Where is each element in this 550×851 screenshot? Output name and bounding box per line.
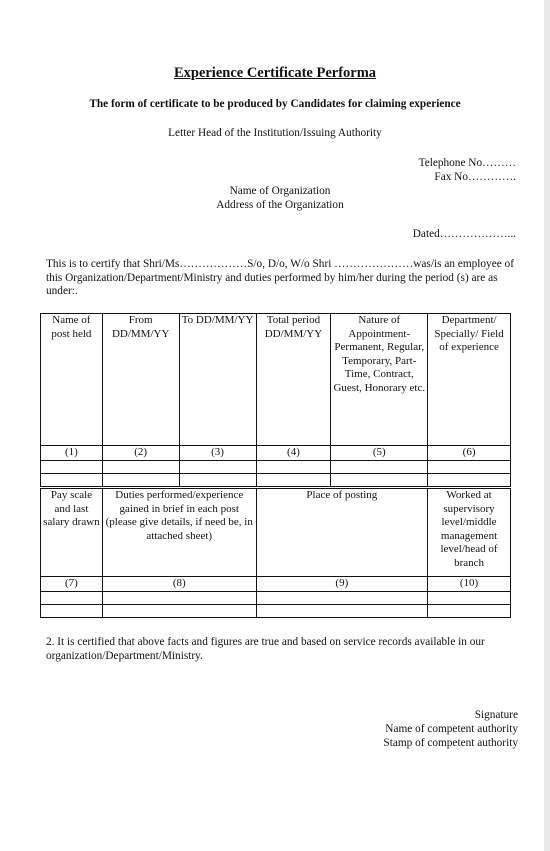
- header-cell: To DD/MM/YY: [179, 314, 256, 446]
- document-title: Experience Certificate Performa: [173, 65, 377, 81]
- empty-cell[interactable]: [102, 473, 179, 486]
- empty-cell[interactable]: [102, 591, 256, 604]
- table-row: [41, 591, 511, 604]
- dated-line: Dated………………...: [412, 228, 516, 240]
- organization-block: [180, 184, 380, 212]
- fax-line: Fax No………….: [434, 171, 516, 183]
- organization-name: Name of Organization: [229, 185, 331, 197]
- organization-address: Address of the Organization: [216, 199, 344, 211]
- header-cell: Worked at supervisory level/middle management level/head of branch: [428, 489, 511, 577]
- letterhead-line: Letter Head of the Institution/Issuing Authority: [168, 127, 382, 139]
- table-row: [41, 604, 511, 617]
- empty-cell[interactable]: [41, 591, 103, 604]
- column-number-row: [41, 577, 511, 592]
- column-number: (8): [102, 577, 256, 592]
- header-cell: Pay scale and last salary drawn: [41, 489, 103, 577]
- empty-cell[interactable]: [256, 473, 331, 486]
- column-number: (1): [41, 446, 103, 461]
- empty-cell[interactable]: [179, 460, 256, 473]
- column-number: (3): [179, 446, 256, 461]
- empty-cell[interactable]: [102, 460, 179, 473]
- header-cell: Department/ Specially/ Field of experience: [428, 314, 511, 446]
- column-number: (4): [256, 446, 331, 461]
- column-number: (2): [102, 446, 179, 461]
- experience-table-1: [40, 313, 511, 487]
- empty-cell[interactable]: [179, 473, 256, 486]
- table-row: [41, 473, 511, 486]
- table-header-row: [41, 314, 511, 446]
- empty-cell[interactable]: [428, 604, 511, 617]
- header-cell: From DD/MM/YY: [102, 314, 179, 446]
- column-number: (10): [428, 577, 511, 592]
- column-number: (9): [256, 577, 427, 592]
- contact-block: [419, 156, 516, 184]
- experience-table-2: [40, 488, 511, 618]
- signature-block: [383, 708, 518, 750]
- empty-cell[interactable]: [102, 604, 256, 617]
- document-subtitle: The form of certificate to be produced by Candidates for claiming experience: [89, 98, 461, 110]
- empty-cell[interactable]: [256, 591, 427, 604]
- header-cell: Nature of Appointment-Permanent, Regular, Temporary, Part-Time, Contract, Guest, Honorary etc.: [331, 314, 428, 446]
- empty-cell[interactable]: [428, 460, 511, 473]
- authority-stamp-line: Stamp of competent authority: [383, 737, 518, 749]
- header-cell: Place of posting: [256, 489, 427, 577]
- table-header-row: [41, 489, 511, 577]
- certify-paragraph: This is to certify that Shri/Ms………………S/o, D/o, W/o Shri …………………was/is an employee of this Organization/Department/Ministry and duties performed by him/her during the period (s) are as under:.: [46, 258, 514, 297]
- empty-cell[interactable]: [256, 604, 427, 617]
- column-number-row: [41, 446, 511, 461]
- empty-cell[interactable]: [428, 473, 511, 486]
- signature-line: Signature: [474, 709, 518, 721]
- empty-cell[interactable]: [428, 591, 511, 604]
- table-row: [41, 460, 511, 473]
- empty-cell[interactable]: [41, 460, 103, 473]
- header-cell: Duties performed/experience gained in brief in each post (please give details, if need be, in attached sheet): [102, 489, 256, 577]
- column-number: (7): [41, 577, 103, 592]
- telephone-line: Telephone No………: [418, 157, 516, 169]
- authority-name-line: Name of competent authority: [385, 723, 518, 735]
- header-cell: Name of post held: [41, 314, 103, 446]
- column-number: (5): [331, 446, 428, 461]
- empty-cell[interactable]: [331, 473, 428, 486]
- column-number: (6): [428, 446, 511, 461]
- empty-cell[interactable]: [41, 473, 103, 486]
- empty-cell[interactable]: [256, 460, 331, 473]
- header-cell: Total period DD/MM/YY: [256, 314, 331, 446]
- empty-cell[interactable]: [331, 460, 428, 473]
- empty-cell[interactable]: [41, 604, 103, 617]
- certified-paragraph: 2. It is certified that above facts and figures are true and based on service records available in our organization/Department/Ministry.: [46, 636, 485, 662]
